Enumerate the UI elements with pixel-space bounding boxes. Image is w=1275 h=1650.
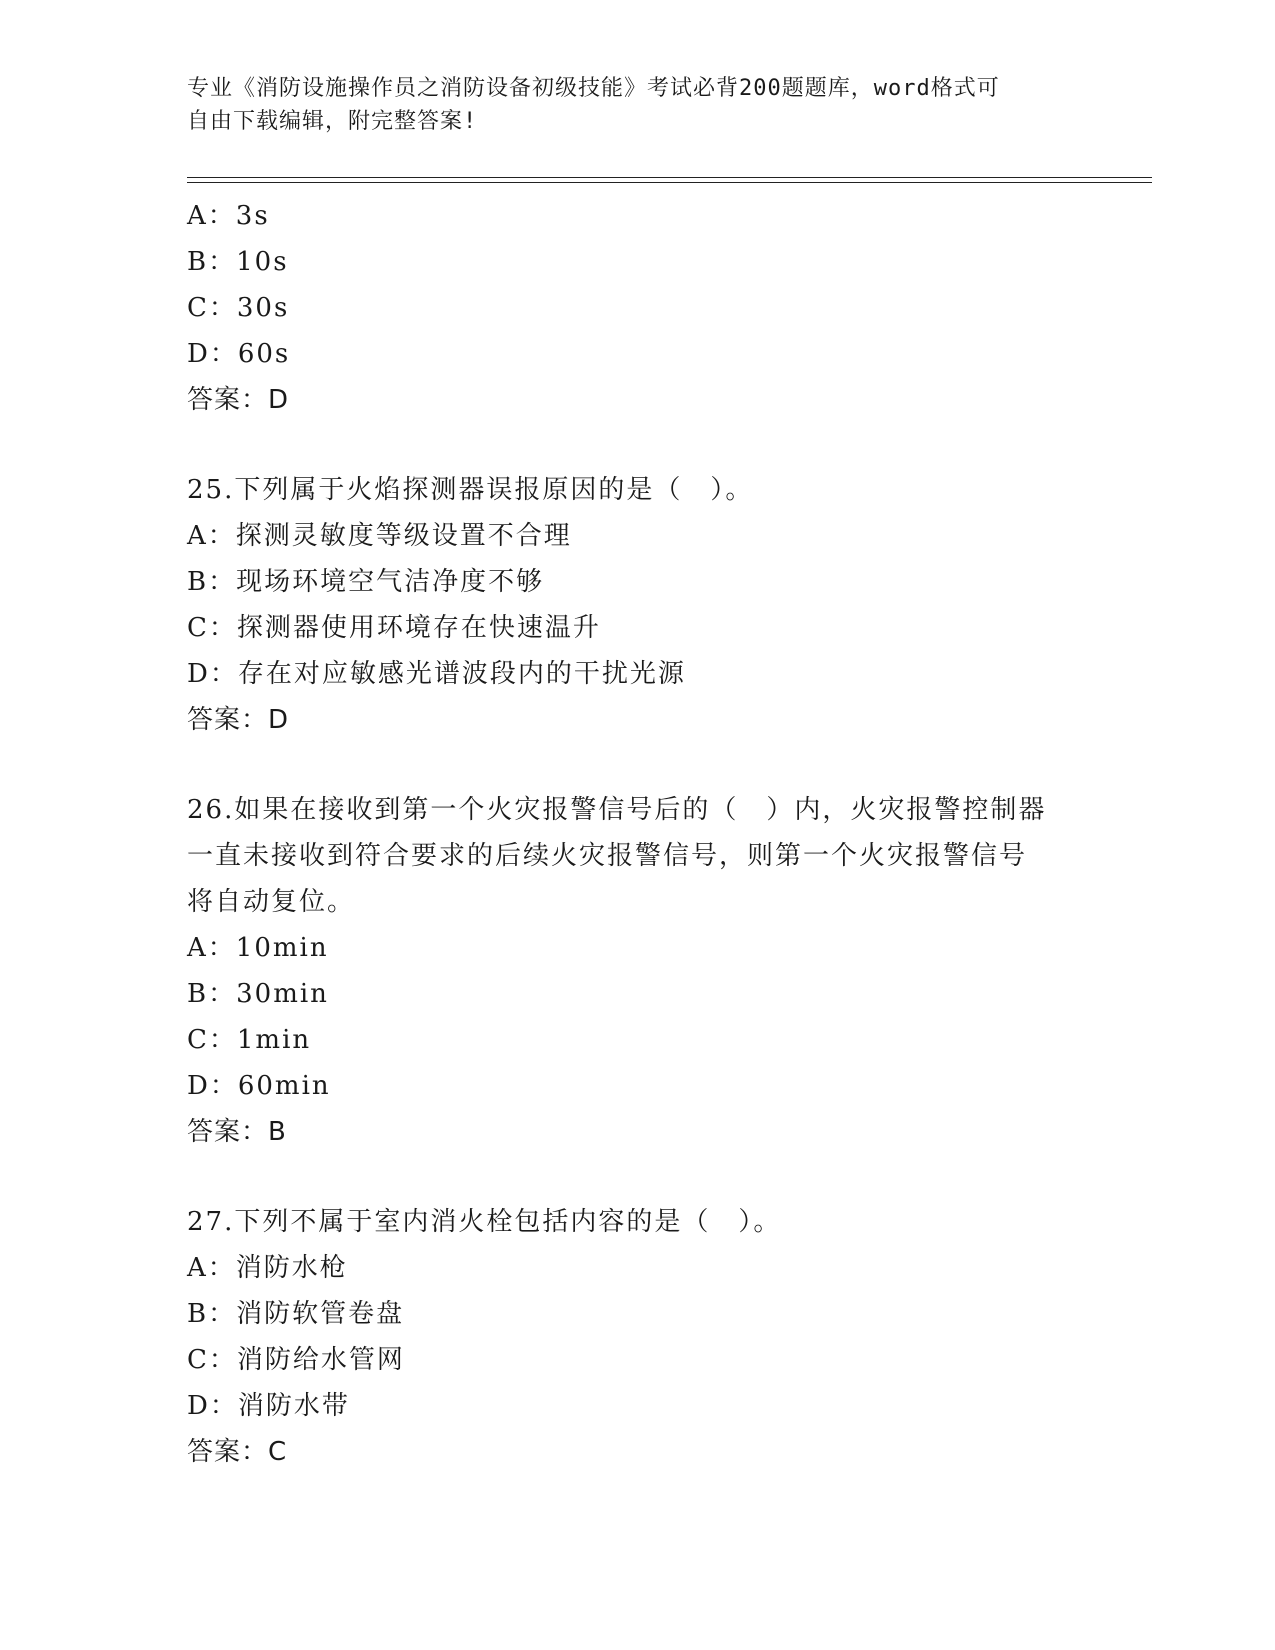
option-c: C：1min bbox=[187, 1025, 312, 1055]
question-block bbox=[187, 787, 1087, 1155]
option-c: C：30s bbox=[187, 293, 290, 323]
option-d: D：60min bbox=[187, 1071, 331, 1101]
header-line-1: 专业《消防设施操作员之消防设备初级技能》考试必背200题题库，word格式可 bbox=[187, 76, 1000, 101]
option-c: C：探测器使用环境存在快速温升 bbox=[187, 613, 601, 643]
option-a: A：3s bbox=[187, 201, 270, 231]
option-c: C：消防给水管网 bbox=[187, 1345, 405, 1375]
header-rule-top bbox=[187, 177, 1152, 178]
answer: 答案：D bbox=[187, 385, 290, 415]
question-stem: 一直未接收到符合要求的后续火灾报警信号，则第一个火灾报警信号 bbox=[187, 841, 1028, 871]
question-stem: 27.下列不属于室内消火栓包括内容的是（ ）。 bbox=[187, 1207, 782, 1237]
question-block bbox=[187, 193, 1087, 423]
question-stem: 26.如果在接收到第一个火灾报警信号后的（ ）内，火灾报警控制器 bbox=[187, 795, 1047, 825]
header-line-2: 自由下载编辑，附完整答案! bbox=[187, 109, 478, 134]
option-a: A：消防水枪 bbox=[187, 1253, 348, 1283]
question-stem: 将自动复位。 bbox=[187, 887, 356, 917]
option-d: D：存在对应敏感光谱波段内的干扰光源 bbox=[187, 659, 686, 689]
option-b: B：30min bbox=[187, 979, 329, 1009]
question-stem: 25.下列属于火焰探测器误报原因的是（ ）。 bbox=[187, 475, 754, 505]
option-b: B：现场环境空气洁净度不够 bbox=[187, 567, 545, 597]
question-list bbox=[187, 193, 1087, 1475]
option-a: A：10min bbox=[187, 933, 329, 963]
option-a: A：探测灵敏度等级设置不合理 bbox=[187, 521, 572, 551]
header-rule-bottom bbox=[187, 182, 1152, 183]
answer: 答案：D bbox=[187, 705, 290, 735]
question-block bbox=[187, 1199, 1087, 1475]
option-b: B：消防软管卷盘 bbox=[187, 1299, 405, 1329]
option-b: B：10s bbox=[187, 247, 289, 277]
answer: 答案：B bbox=[187, 1117, 287, 1147]
answer: 答案：C bbox=[187, 1437, 288, 1467]
document-header bbox=[187, 72, 1067, 138]
option-d: D：60s bbox=[187, 339, 291, 369]
option-d: D：消防水带 bbox=[187, 1391, 350, 1421]
question-block bbox=[187, 467, 1087, 743]
